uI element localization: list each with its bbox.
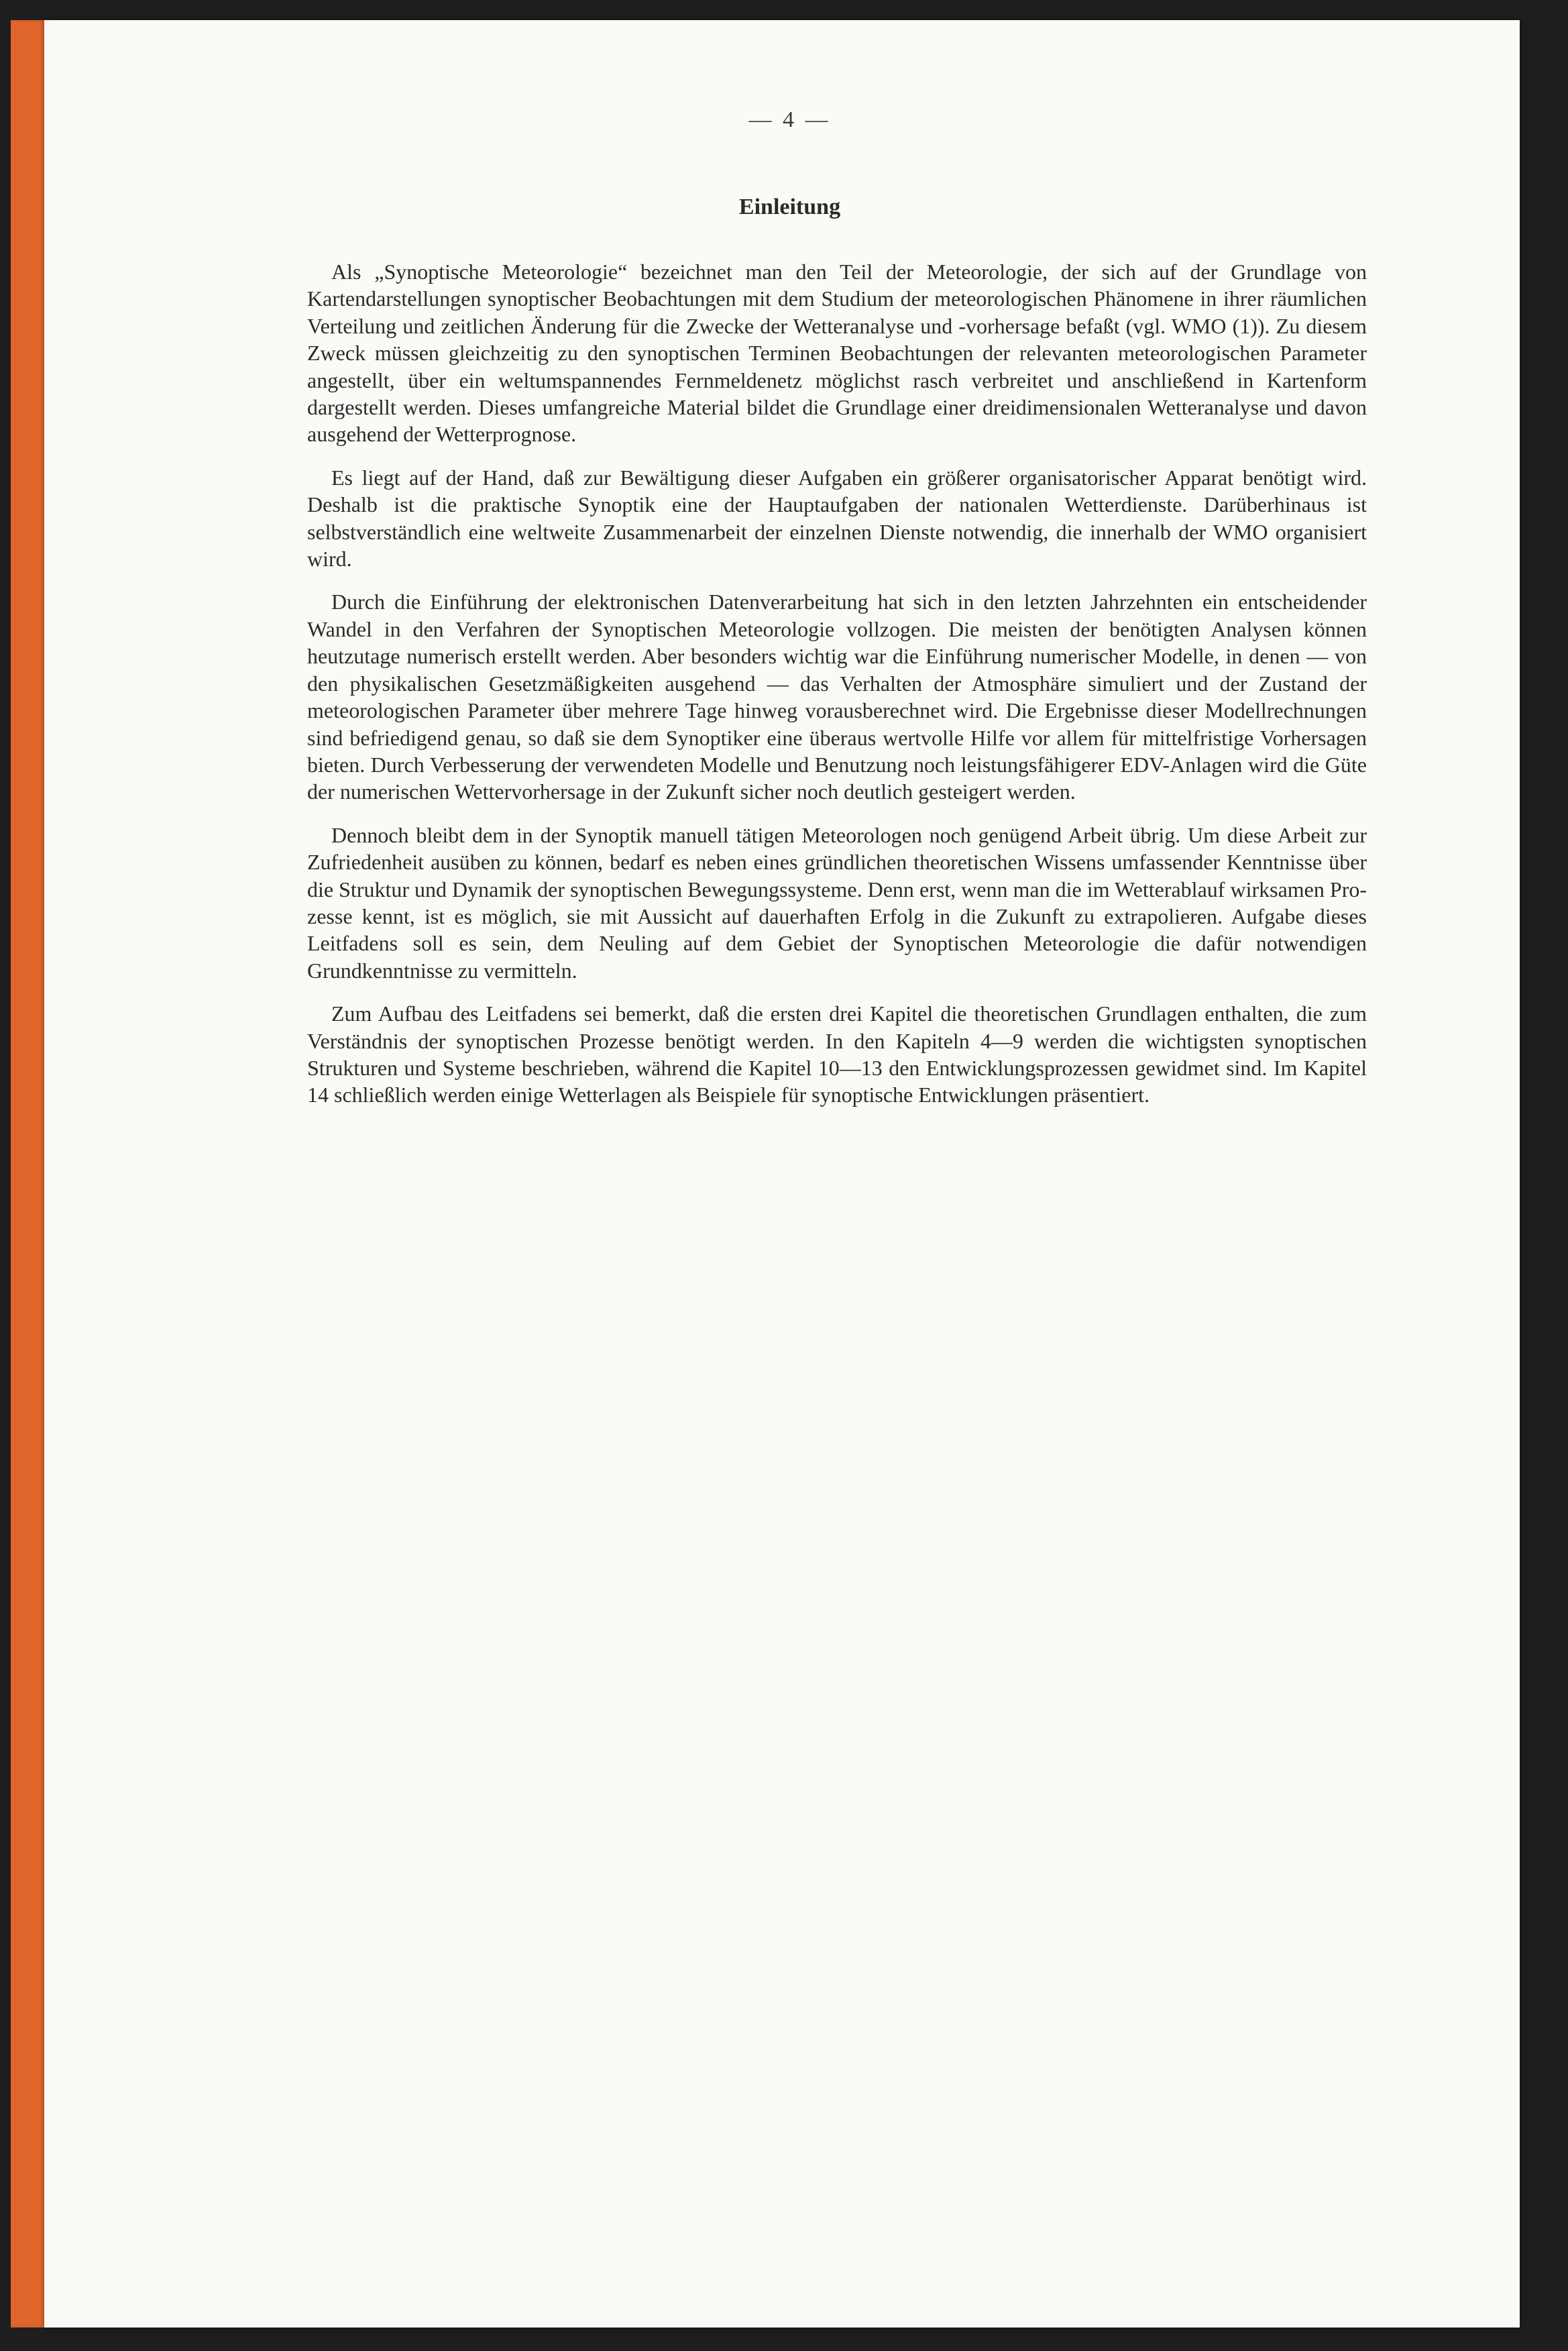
paragraph-1: Als „Synoptische Meteorologie“ bezeichnet man den Teil der Meteorologie, der sich auf der Grundlage von Kartendarstellungen synoptischer Beobachtungen mit dem Studium der meteorologischen Phänomene in ihrer räumlichen Verteilung und zeitlichen Änderung für die Zwecke der Wetteranalyse und -vorhersage befaßt (vgl. WMO (1)). Zu diesem Zweck müssen gleichzeitig zu den synoptischen Terminen Beobachtungen der relevanten meteorologischen Parameter angestellt, über ein weltumspannendes Fernmeldenetz möglichst rasch verbreitet und anschließend in Kartenform dargestellt werden. Dieses umfangreiche Material bildet die Grundlage einer dreidimensionalen Wetteranalyse und davon ausgehend der Wetterprognose. [307, 260, 1367, 447]
paragraph-3: Durch die Einführung der elektronischen Datenverarbeitung hat sich in den letzten Jahrzehnten ein entscheidender Wandel in den Verfahren der Synoptischen Meteorologie vollzogen. Die meisten der benötigten Analysen können heutzutage numerisch erstellt werden. Aber besonders wichtig war die Einführung numerischer Modelle, in denen — von den physikalischen Gesetzmäßigkeiten ausgehend — das Verhalten der Atmosphäre simuliert und der Zustand der meteorologischen Parameter über mehrere Tage hinweg vorausberechnet wird. Die Ergebnisse dieser Modellrechnungen sind befriedigend genau, so daß sie dem Synoptiker eine überaus wertvolle Hilfe vor allem für mittelfristige Vorhersagen bieten. Durch Verbesserung der verwendeten Modelle und Benutzung noch leistungsfähigerer EDV-Anlagen wird die Güte der numerischen Wettervorhersage in der Zukunft sicher noch deutlich gesteigert werden. [307, 590, 1367, 804]
section-heading: Einleitung [738, 195, 841, 219]
page-number: — 4 — [748, 107, 831, 132]
body-text [307, 258, 1367, 1125]
paragraph-2: Es liegt auf der Hand, daß zur Bewältigung dieser Aufgaben ein größerer organisatorischer Apparat benötigt wird. Deshalb ist die praktische Synoptik eine der Hauptaufgaben der nationalen Wetterdienste. Darüberhinaus ist selbstverständlich eine weltweite Zusammenarbeit der einzelnen Dienste notwendig, die innerhalb der WMO organisiert wird. [307, 465, 1367, 571]
paragraph-4: Dennoch bleibt dem in der Synoptik manuell tätigen Meteorologen noch genügend Arbeit übrig. Um diese Arbeit zur Zufriedenheit ausüben zu können, bedarf es neben eines gründlichen theoretischen Wissens umfassender Kenntnisse über die Struktur und Dynamik der synoptischen Bewegungssysteme. Denn erst, wenn man die im Wetterablauf wirksamen Prozesse kennt, ist es möglich, sie mit Aussicht auf dauerhaften Erfolg in die Zukunft zu extrapolieren. Aufgabe dieses Leitfadens soll es sein, dem Neuling auf dem Gebiet der Synoptischen Meteorologie die dafür notwendigen Grundkenntnisse zu vermitteln. [307, 822, 1367, 983]
paragraph-5: Zum Aufbau des Leitfadens sei bemerkt, daß die ersten drei Kapitel die theoretischen Grundlagen enthalten, die zum Verständnis der synoptischen Prozesse benötigt werden. In den Kapiteln 4—9 werden die wichtigsten synoptischen Strukturen und Systeme beschrieben, während die Kapitel 10—13 den Entwicklungsprozessen gewidmet sind. Im Kapitel 14 schließlich werden einige Wetterlagen als Beispiele für synoptische Entwicklungen präsentiert. [307, 1001, 1367, 1107]
